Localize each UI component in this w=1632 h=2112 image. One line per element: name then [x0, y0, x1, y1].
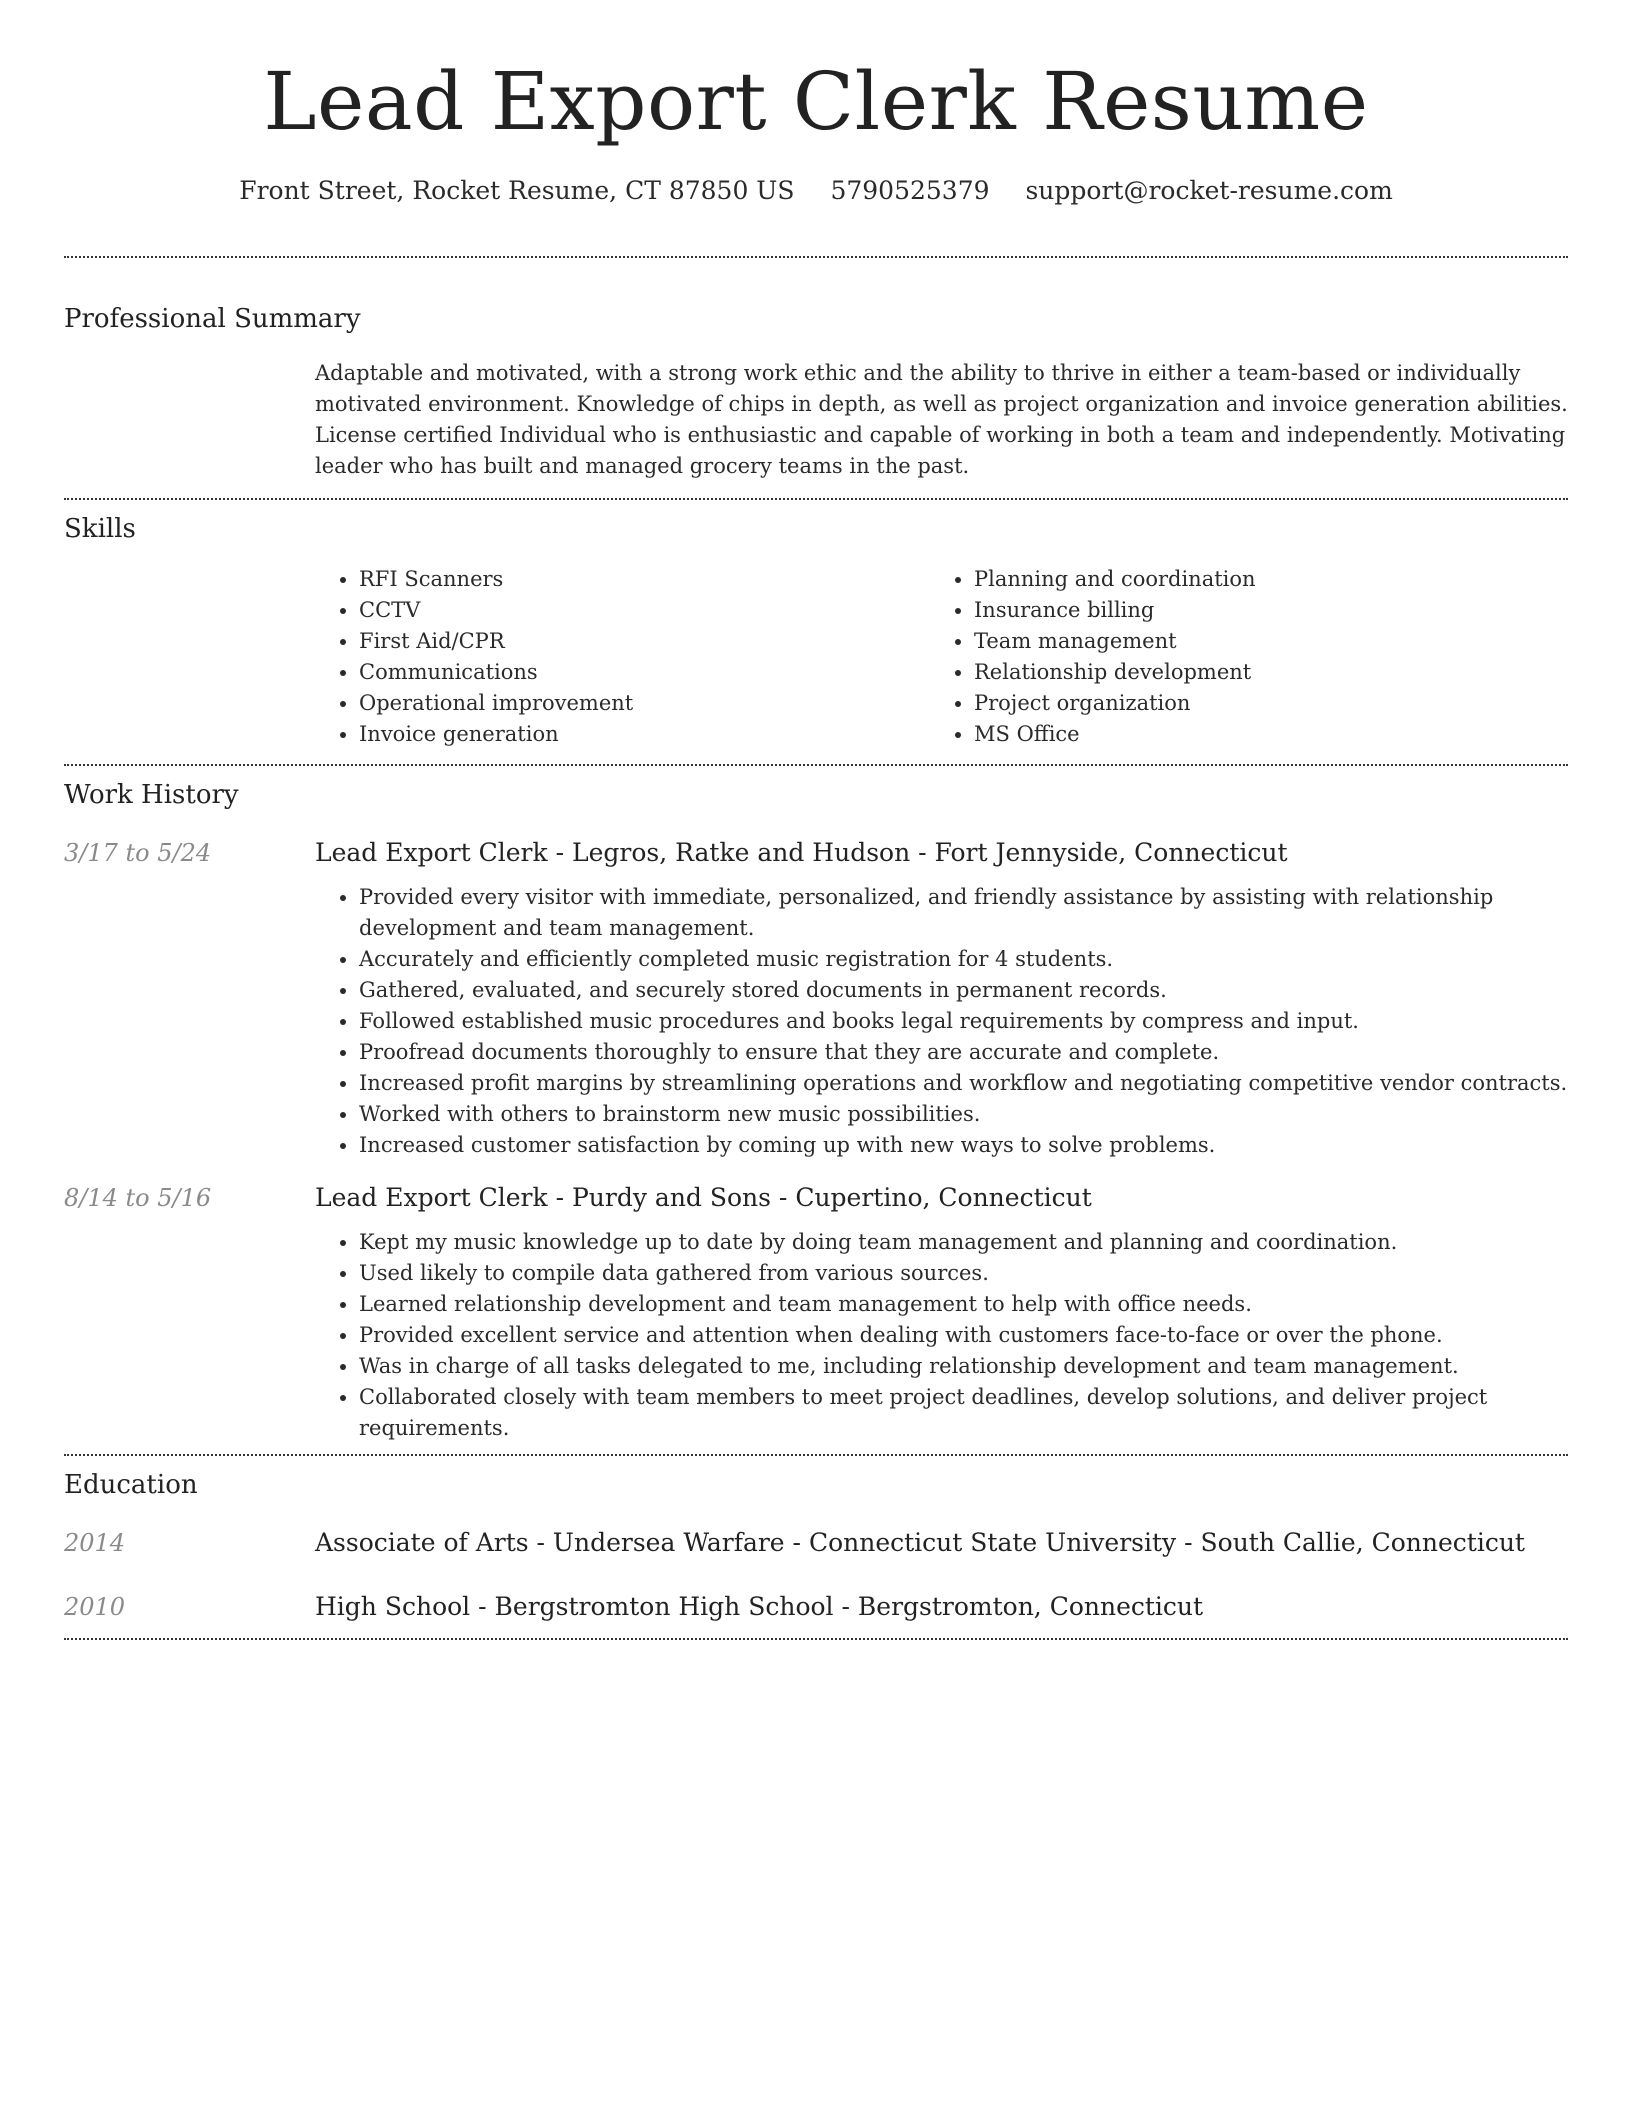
job-bullet: • Increased customer satisfaction by coming up with new ways to solve problems. — [359, 1130, 1568, 1161]
job-bullet: • Collaborated closely with team members to meet project deadlines, develop solutions, and deliver project requirements. — [359, 1382, 1568, 1444]
contact-phone: 5790525379 — [830, 176, 990, 205]
education-title: Education — [64, 1470, 198, 1500]
job-location: Fort Jennyside, Connecticut — [934, 838, 1288, 867]
job-bullet: • Worked with others to brainstorm new music possibilities. — [359, 1099, 1568, 1130]
summary-section — [64, 258, 1568, 498]
education-school: Connecticut State University — [808, 1528, 1177, 1557]
skills-grid — [315, 564, 1568, 750]
education-heading: Associate of Arts - Undersea Warfare - Connecticut State University - South Callie, Connecticut — [315, 1528, 1525, 1557]
education-date: 2010 — [64, 1593, 126, 1621]
skill-item: • Planning and coordination — [974, 564, 1568, 595]
work-history-title: Work History — [64, 780, 239, 810]
education-entry — [64, 1590, 1568, 1624]
education-heading: High School - Bergstromton High School - Bergstromton, Connecticut — [315, 1592, 1204, 1621]
education-body — [315, 1590, 1568, 1624]
job-bullet: • Provided every visitor with immediate, personalized, and friendly assistance by assisting with relationship development and team management. — [359, 882, 1568, 944]
job-heading: Lead Export Clerk - Legros, Ratke and Hudson - Fort Jennyside, Connecticut — [315, 838, 1288, 867]
skill-item: • Insurance billing — [974, 595, 1568, 626]
skill-item: • Project organization — [974, 688, 1568, 719]
contact-line — [64, 174, 1568, 208]
education-location: South Callie, Connecticut — [1200, 1528, 1525, 1557]
job-entry — [64, 1181, 1568, 1444]
job-bullet: • Used likely to compile data gathered from various sources. — [359, 1258, 1568, 1289]
job-entry — [64, 836, 1568, 1161]
skill-item: • Communications — [359, 657, 930, 688]
education-degree: High School — [315, 1592, 471, 1621]
resume-header — [64, 0, 1568, 208]
skill-item: • MS Office — [974, 719, 1568, 750]
skills-list-right — [930, 564, 1568, 750]
summary-text: Adaptable and motivated, with a strong work ethic and the ability to thrive in either a team-based or individually motivated environment. Knowledge of chips in depth, as well as project organization and invoice generation abilities. License certified Individual who is enthusiastic and capable of working in both a team and independently. Motivating leader who has built and managed grocery teams in the past. — [315, 361, 1568, 478]
skills-section — [64, 500, 1568, 764]
page-title: Lead Export Clerk Resume — [263, 55, 1369, 148]
job-role: Lead Export Clerk — [315, 838, 548, 867]
contact-email: support@rocket-resume.com — [1025, 176, 1393, 205]
education-body — [315, 1526, 1568, 1560]
job-bullet: • Provided excellent service and attention when dealing with customers face-to-face or over the phone. — [359, 1320, 1568, 1351]
skill-item: • CCTV — [359, 595, 930, 626]
job-bullet: • Proofread documents thoroughly to ensure that they are accurate and complete. — [359, 1037, 1568, 1068]
skill-item: • Relationship development — [974, 657, 1568, 688]
skill-item: • Team management — [974, 626, 1568, 657]
education-degree: Associate of Arts - Undersea Warfare — [315, 1528, 785, 1557]
job-company: Legros, Ratke and Hudson — [571, 838, 911, 867]
work-history-section — [64, 766, 1568, 1454]
job-bullet: • Learned relationship development and team management to help with office needs. — [359, 1289, 1568, 1320]
skill-item: • Operational improvement — [359, 688, 930, 719]
education-section — [64, 1456, 1568, 1638]
skills-list-left — [315, 564, 930, 750]
job-bullet: • Gathered, evaluated, and securely stored documents in permanent records. — [359, 975, 1568, 1006]
education-date: 2014 — [64, 1529, 126, 1557]
education-school: Bergstromton High School — [494, 1592, 834, 1621]
job-date: 8/14 to 5/16 — [64, 1184, 212, 1212]
skill-item: • Invoice generation — [359, 719, 930, 750]
section-divider — [64, 1638, 1568, 1640]
job-date: 3/17 to 5/24 — [64, 839, 212, 867]
job-body — [315, 1181, 1568, 1444]
job-company: Purdy and Sons — [571, 1183, 771, 1212]
summary-title: Professional Summary — [64, 304, 361, 334]
job-bullets — [315, 1227, 1568, 1444]
education-location: Bergstromton, Connecticut — [857, 1592, 1204, 1621]
job-bullet: • Accurately and efficiently completed music registration for 4 students. — [359, 944, 1568, 975]
skill-item: • First Aid/CPR — [359, 626, 930, 657]
job-heading: Lead Export Clerk - Purdy and Sons - Cupertino, Connecticut — [315, 1183, 1092, 1212]
education-entry — [64, 1526, 1568, 1560]
job-bullet: • Increased profit margins by streamlining operations and workflow and negotiating competitive vendor contracts. — [359, 1068, 1568, 1099]
job-role: Lead Export Clerk — [315, 1183, 548, 1212]
skill-item: • RFI Scanners — [359, 564, 930, 595]
job-bullet: • Followed established music procedures and books legal requirements by compress and input. — [359, 1006, 1568, 1037]
job-body — [315, 836, 1568, 1161]
job-bullets — [315, 882, 1568, 1161]
job-location: Cupertino, Connecticut — [795, 1183, 1092, 1212]
job-bullet: • Kept my music knowledge up to date by doing team management and planning and coordination. — [359, 1227, 1568, 1258]
contact-address: Front Street, Rocket Resume, CT 87850 US — [239, 176, 795, 205]
skills-title: Skills — [64, 514, 136, 544]
job-bullet: • Was in charge of all tasks delegated to me, including relationship development and team management. — [359, 1351, 1568, 1382]
